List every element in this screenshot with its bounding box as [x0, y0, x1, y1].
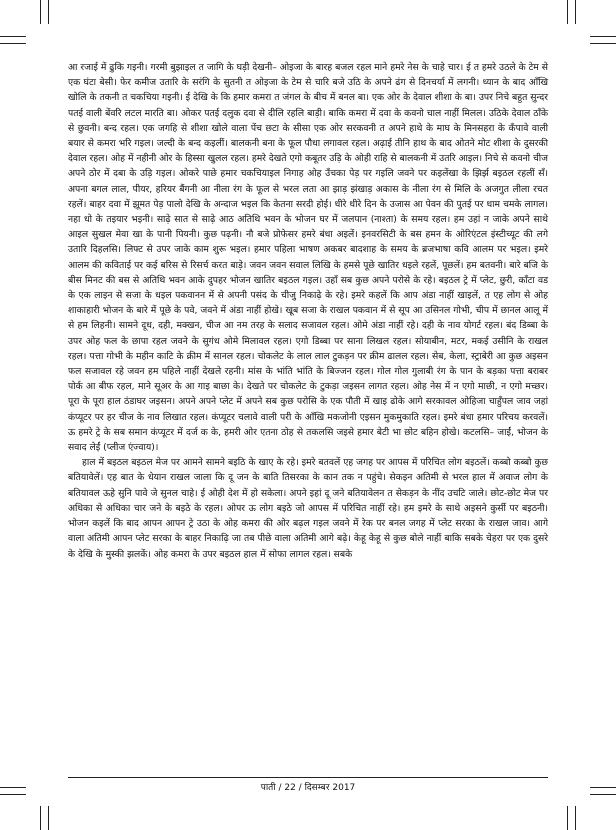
- crop-mark: [48, 0, 49, 24]
- crop-mark: [575, 806, 576, 830]
- crop-mark: [0, 794, 26, 795]
- paragraph: हाल में बइठल बइठल मेज पर आमने सामने बइठि के खाए के रहे। इमरे बतवलें एह जगह पर आपस में परिचित लोग बइठलें। कब्बो कब्बो कुछ बतियावेलें। एह बात के धेयान राखल जाला कि दू जन के बाति तिसरका के कान तक न पहुंचे। सेकइन अतिमी से भरल हाल में अवाज लोग के बतियावल ऊहे सुनि पावे जे सुनल चाहे। ई ओही देश में हो सकेला। अपने इहां दू जने बतियावेलन त सेकड़न के नींद उचटि जाले। छोट-छोट मेज पर अधिका से अधिका चार जने के बइठे के रहल। ओपर ऊ लोग बइठे जो आपस में परिचित नाहीं रहे। हम इमरे के साथे अइसने कुर्सी पर बइठनी। भोजन कइलें कि बाद आपन आपन ट्रे उठा के ओह कमरा की ओर बढ़ल गइल जवने में रेक पर बनल जगह में प्लेट सरका के राखल जाव। आगे वाला अतिमी आपन प्लेट सरका के बाहर निकाढ़ि जा तब पीछे वाला अतिमी आगे बढ़े। केहू केहू से कुछ बोले नाहीं बाकि सबके चेहरा पर एक दुसरे के देखि के मुस्की झलकें। ओह कमरा के उपर बइठल हाल में सोफा लागल रहल। सबके: [68, 457, 548, 560]
- crop-mark: [40, 0, 41, 24]
- footer-rule: [68, 777, 548, 778]
- paragraph: आ रजाई में ढुकि गइनी। गरमी बुझाइल त जागि के घड़ी देखनी– ओइजा के बारह बजल रहल माने हमरे नेस के चाहे चार। ई त हमरे उठले के टेम से एक घंटा बेसी। फेर कमीज उतारि के सरंगि के सुतनी त ओइजा के टेम से चारि बजे उठि के अपने ढंग से दिनचर्या में लगनी। ध्यान के बाद आँखि खोलि के तकनी त चकचिया गइनी। ई देखि के कि हमार कमरा त जंगल के बीच में बनल बा। एक ओर के देवाल शीशा के बा। उपर निचे बहुत सुन्दर पतई वाली बेंवरि लटल मारति बा। ओकर पतई दलुक दवा से दीलि रहलि बाड़ी। बाकि कमरा में दवा के कवनो चाल नाहीं मिलल। उठिके देवाल ठाँके से छुवनी। बन्द रहल। एक जगहि से शीशा खोले वाला पेंच छटा के सीसा एक ओर सरकवनी त अपने हाथे के माघ के मिनसहरा के कँपावे वाली बयार से कमरा भरि गइल। जल्दी के बन्द कइलीं। बालकनी बना के फूल पौधा लगावल रहल। अढ़ाई तीनि हाथ के बाद ओतने मोट शीशा के दुसरकी देवाल रहल। ओह में नहीनी ओर के हिस्सा खुलल रहल। हमरे देखते एगो कबूतर उड़ि के ओही राहि से बालकनी में उतरि आइल। निचे से कवनो चीज अपने ठोर में दबा के उड़ि गइल। ओकरे पाछे हमार चकचियाइल निगाह ओह उँचका पेड़ पर गइलि जवने पर कइलेंखा के झिर्झ बइठल रहलीं सँ। अपना बगल लाल, पीयर, हरियर बैंगनी आ नीला रंग के फूल से भरल लता आ झाड़ झंखाड़ अकास के नीला रंग से मिलि के अजगुत लीला रचत रहलें। बाहर दवा में झूमत पेड़ पालो देखि के अन्दाज भइल कि केतना सरदी होई। धीरे धीरे दिन के उजास आ पेवन की पुतई पर धाम चमके लागल। नहा धो के तइयार भइनी। साढ़े सात से साढ़े आठ अतिथि भवन के भोजन घर में जलपान (नाश्ता) के समय रहल। हम उहां न जाके अपने साथे आइल सुखल मेवा खा के पानी पियनी। कुछ पढ़नी। नौ बजे प्रोफेसर हमरे बंधा अइलें। इनवरसिटी के बस हमन के ओरिएंटल इंस्टीच्यूट की लगे उतारि दिहलसि। लिफ्ट से उपर जाके काम शुरू भइल। हमार पहिला भाषण अकबर बादशाह के समय के ब्रजभाषा कवि आलम पर भइल। इमरे आलम की कविताई पर कई बरिस से रिसर्च करत बाड़े। जवन जवन सवाल लिखि के हमसे पूछे खातिर धइले रहलें, पूछलें। हम बतवनी। बारे बजि के बीस मिनट की बस से अतिथि भवन आके दुपहर भोजन खातिर बइठल गइल। उहाँ सब कुछ अपने परोसे के रहे। बइठल ट्रे में प्लेट, छुरी, काँटा वड के एक लाइन से सजा के धइल पकवानन में से अपनी पसंद के चीजु निकाढ़े के रहे। इमरे कहलें कि आप अंडा नाहीं खाइलें, त एह लोग से ओह शाकाहारी भोजन के बारे में पूछे के पवे, जवने में अंडा नाहीं होखे। खूब सजा के राखल पकवान में से सूप आ उसिनल गोभी, चीप में छानल आलू में से हम लिहनी। सामने दूध, दही, मक्खन, चीज आ नम तरह के सलाद सजावल रहल। ओमे अंडा नाहीं रहे। दही के नाव योगर्ट रहल। बंद डिब्बा के उपर ओह फल के छापा रहल जवने के सुगंध ओमे मिलावल रहल। एगो डिब्बा पर साना लिखल रहल। सोयाबीन, मटर, मकई उसीनि के राखल रहल। पत्ता गोभी के महीन काटि के क्रीम में सानल रहल। चोकलेट के लाल लाल टुकड़न पर क्रीम ढालल रहल। सेब, केला, स्ट्राबेरी आ कुछ अइसन फल सजावल रहे जवन हम पहिले नाहीं देखले रहनी। मांस के भांति भांति के बिज्जन रहल। गोल गोल गुलाबी रंग के पान के बड़का पत्ता बराबर पोर्क आ बीफ रहल, माने सूअर के आ गाइ बाछा के। देखते पर चोकलेट के टुकड़ा जइसन लागत रहल। ओह नेस में न एगो माछी, न एगो मच्छर। पूरा के पूरा हाल ठंडाघर जइसन। अपने अपने प्लेट में अपने सब कुछ परोसि के एक पौती में खाइ ढोके आगे सरकावल ओहिजा चाहुँपल जाव जहां कंप्यूटर पर हर चीज के नाव लिखात रहल। कंप्यूटर चलावे वाली परी के आँखि मकजोनी एइसन मुकमुकाति रहल। इमरे बंधा हमार परिचय करवलें। ऊ हमरे ट्रे के सब समान कंप्यूटर में दर्ज क के, हमरी ओर एतना ठोह से तकलसि जइसे हमार बेटी भा छोट बहिन होखे। कटलसि– जाईं, भोजन के सवाद लेईं (प्लीज एंज्वाय)।: [68, 62, 548, 454]
- crop-mark: [40, 806, 41, 830]
- crop-mark: [567, 806, 568, 830]
- page-footer: पाती / 22 / दिसम्बर 2017: [260, 783, 356, 793]
- crop-mark: [0, 43, 26, 44]
- article-body: [68, 60, 548, 562]
- crop-mark: [0, 36, 26, 37]
- crop-mark: [575, 0, 576, 24]
- crop-mark: [567, 0, 568, 24]
- crop-mark: [590, 36, 616, 37]
- crop-mark: [590, 794, 616, 795]
- crop-mark: [590, 43, 616, 44]
- crop-mark: [48, 806, 49, 830]
